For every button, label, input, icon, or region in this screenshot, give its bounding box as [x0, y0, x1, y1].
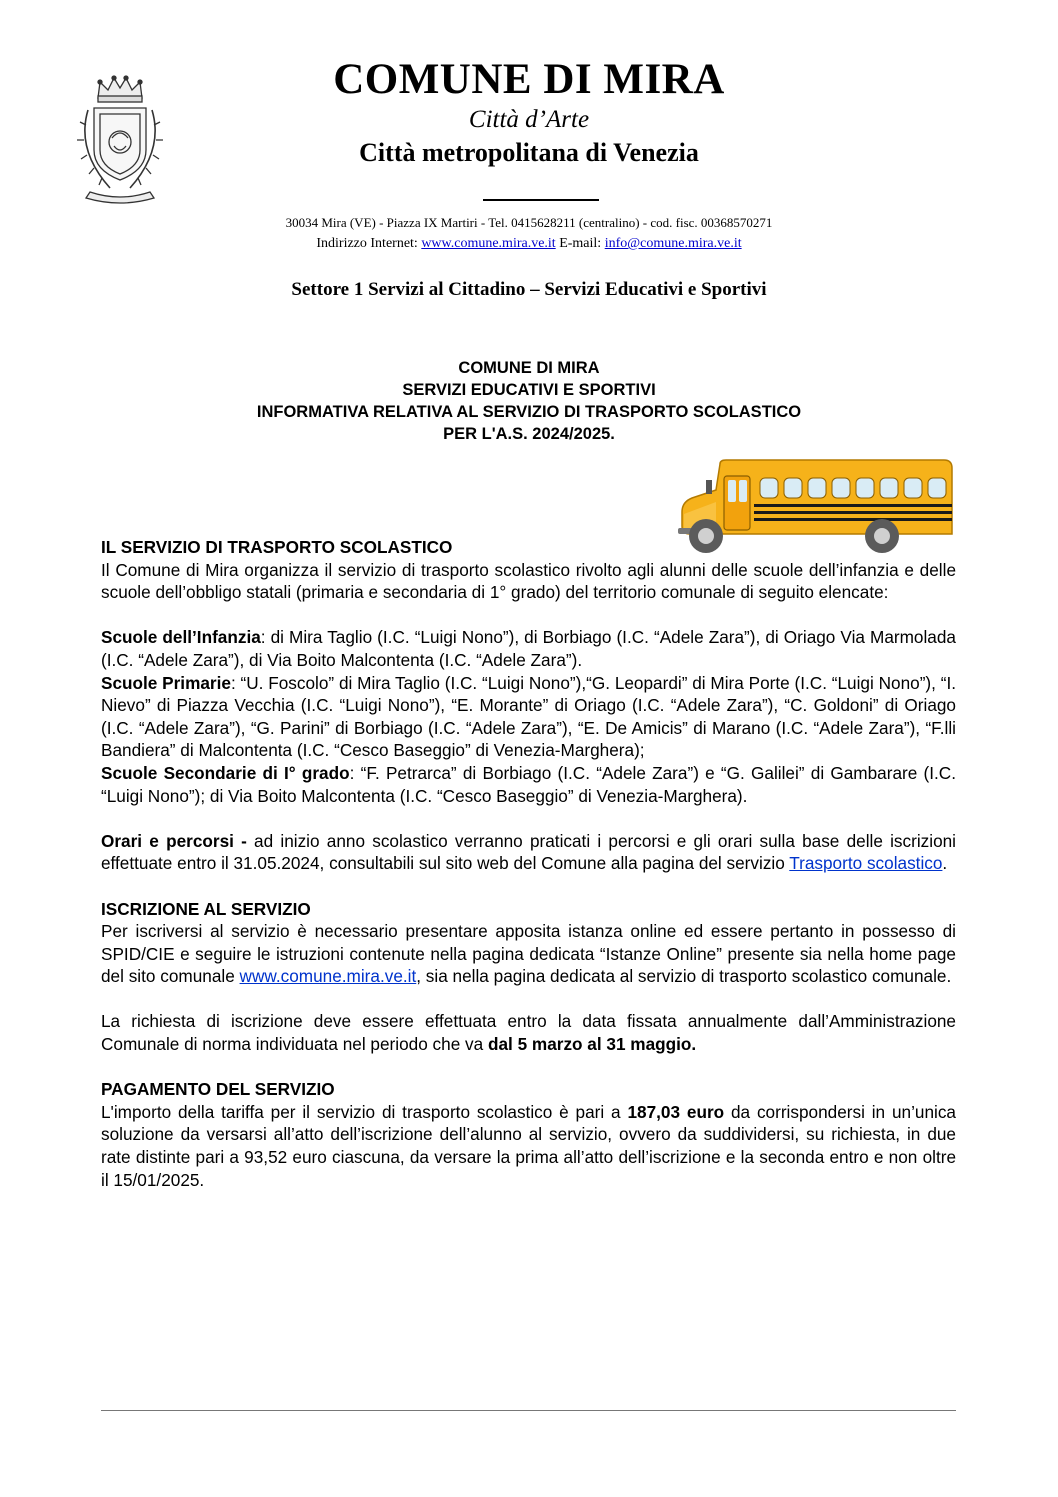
infanzia-label: Scuole dell’Infanzia — [101, 627, 261, 648]
address-line: 30034 Mira (VE) - Piazza IX Martiri - Tel. 0415628211 (centralino) - cod. fisc. 00368570271 — [285, 215, 773, 230]
transport-intro: Il Comune di Mira organizza il servizio di trasporto scolastico rivolto agli alunni delle scuole dell’infanzia e delle scuole dell’obbligo statali (primaria e secondaria di 1° grado) del territorio comunale di seguito elencate: — [101, 559, 956, 603]
document-body — [101, 536, 956, 1191]
sector-heading: Settore 1 Servizi al Cittadino – Servizi Educativi e Sportivi — [291, 279, 767, 300]
section-heading-transport: IL SERVIZIO DI TRASPORTO SCOLASTICO — [101, 537, 453, 557]
deadline-period: dal 5 marzo al 31 maggio. — [487, 1034, 697, 1055]
city-of-art-subtitle: Città d’Arte — [468, 106, 590, 133]
infanzia-schools-paragraph — [101, 626, 956, 671]
deadline-text: La richiesta di iscrizione deve essere effettuata entro la data fissata annualmente dall’Amministrazione Comunale di norma individuata nel periodo che va — [101, 1011, 956, 1055]
enrollment-text: Per iscriversi al servizio è necessario presentare apposita istanza online ed essere pertanto in possesso di SPID/CIE e seguire le istruzioni contenute nella pagina dedicata “Istanze Online” presente sia nella home page del sito comunale — [101, 921, 956, 987]
section-heading-payment: PAGAMENTO DEL SERVIZIO — [101, 1079, 335, 1100]
secondarie-text: : “F. Petrarca” di Borbiago (I.C. “Adele Zara”) e “G. Galilei” di Gambarare (I.C. “Luigi Nono”); di Via Boito Malcontenta (I.C. “Cesco Baseggio” di Venezia-Marghera). — [101, 762, 956, 806]
metropolitan-city-subtitle: Città metropolitana di Venezia — [359, 138, 699, 167]
internet-label: Indirizzo Internet: — [316, 236, 422, 251]
municipality-title: COMUNE DI MIRA — [333, 56, 725, 103]
section-heading-enrollment: ISCRIZIONE AL SERVIZIO — [101, 898, 311, 919]
infanzia-text: : di Mira Taglio (I.C. “Luigi Nono”), di Borbiago (I.C. “Adele Zara”), di Oriago Via Marmolada (I.C. “Adele Zara”), di Via Boito Malcontenta (I.C. “Adele Zara”). — [101, 627, 956, 670]
title-line: SERVIZI EDUCATIVI E SPORTIVI — [402, 381, 656, 399]
orari-text: ad inizio anno scolastico verranno praticati i percorsi e gli orari sulla base delle iscrizioni effettuate entro il 31.05.2024, consultabili sul sito web del Comune alla pagina del servizio — [101, 830, 957, 874]
payment-details: da corrispondersi in un’unica soluzione da versarsi all’atto dell’iscrizione dell’alunno al servizio, ovvero da suddividersi, su richiesta, in due rate distinte pari a 93,52 euro ciascuna, da versare la prima all’atto dell’iscrizione e la seconda entro e non oltre il 15/01/2025. — [101, 1101, 956, 1190]
title-line: COMUNE DI MIRA — [458, 359, 600, 377]
title-line: INFORMATIVA RELATIVA AL SERVIZIO DI TRASPORTO SCOLASTICO — [256, 403, 802, 421]
orari-paragraph — [101, 830, 956, 875]
payment-text: L'importo della tariffa per il servizio di trasporto scolastico è pari a — [101, 1101, 628, 1122]
primarie-label: Scuole Primarie — [101, 672, 231, 693]
primarie-text: : “U. Foscolo” di Mira Taglio (I.C. “Luigi Nono”),“G. Leopardi” di Mira Porte (I.C. “Luigi Nono”), “I. Nievo” di Piazza Vecchia (I.C. “Luigi Nono”), “E. Morante” di Oriago (I.C. “Adele Zara”), “C. Goldoni” di Oriago (I.C. “Adele Zara”), “G. Parini” di Borbiago (I.C. “Adele Zara”), “E. De Amicis” di Marano (I.C. “Adele Zara”), “F.lli Bandiera” di Malcontenta (I.C. “Cesco Baseggio” di Venezia-Marghera); — [101, 672, 956, 761]
secondarie-schools-paragraph — [101, 762, 956, 807]
transport-page-link[interactable]: Trasporto scolastico — [789, 853, 943, 874]
footer-divider — [101, 1410, 956, 1411]
contact-line — [0, 236, 1058, 252]
payment-amount: 187,03 euro — [627, 1101, 725, 1122]
primarie-schools-paragraph — [101, 672, 956, 762]
header-divider — [483, 199, 599, 201]
document-title — [0, 357, 1058, 445]
deadline-paragraph — [101, 1010, 956, 1055]
title-line: PER L'A.S. 2024/2025. — [443, 425, 615, 443]
email-link[interactable]: info@comune.mira.ve.it — [604, 236, 742, 251]
email-label: E-mail: — [555, 236, 605, 251]
payment-paragraph — [101, 1101, 956, 1191]
orari-label: Orari e percorsi - — [101, 830, 247, 851]
enrollment-end: , sia nella pagina dedicata al servizio di trasporto scolastico comunale. — [416, 966, 952, 987]
enrollment-paragraph — [101, 920, 956, 988]
secondarie-label: Scuole Secondarie di I° grado — [101, 762, 350, 783]
municipal-website-link[interactable]: www.comune.mira.ve.it — [239, 966, 417, 987]
orari-end: . — [942, 853, 948, 874]
website-link[interactable]: www.comune.mira.ve.it — [421, 236, 556, 251]
